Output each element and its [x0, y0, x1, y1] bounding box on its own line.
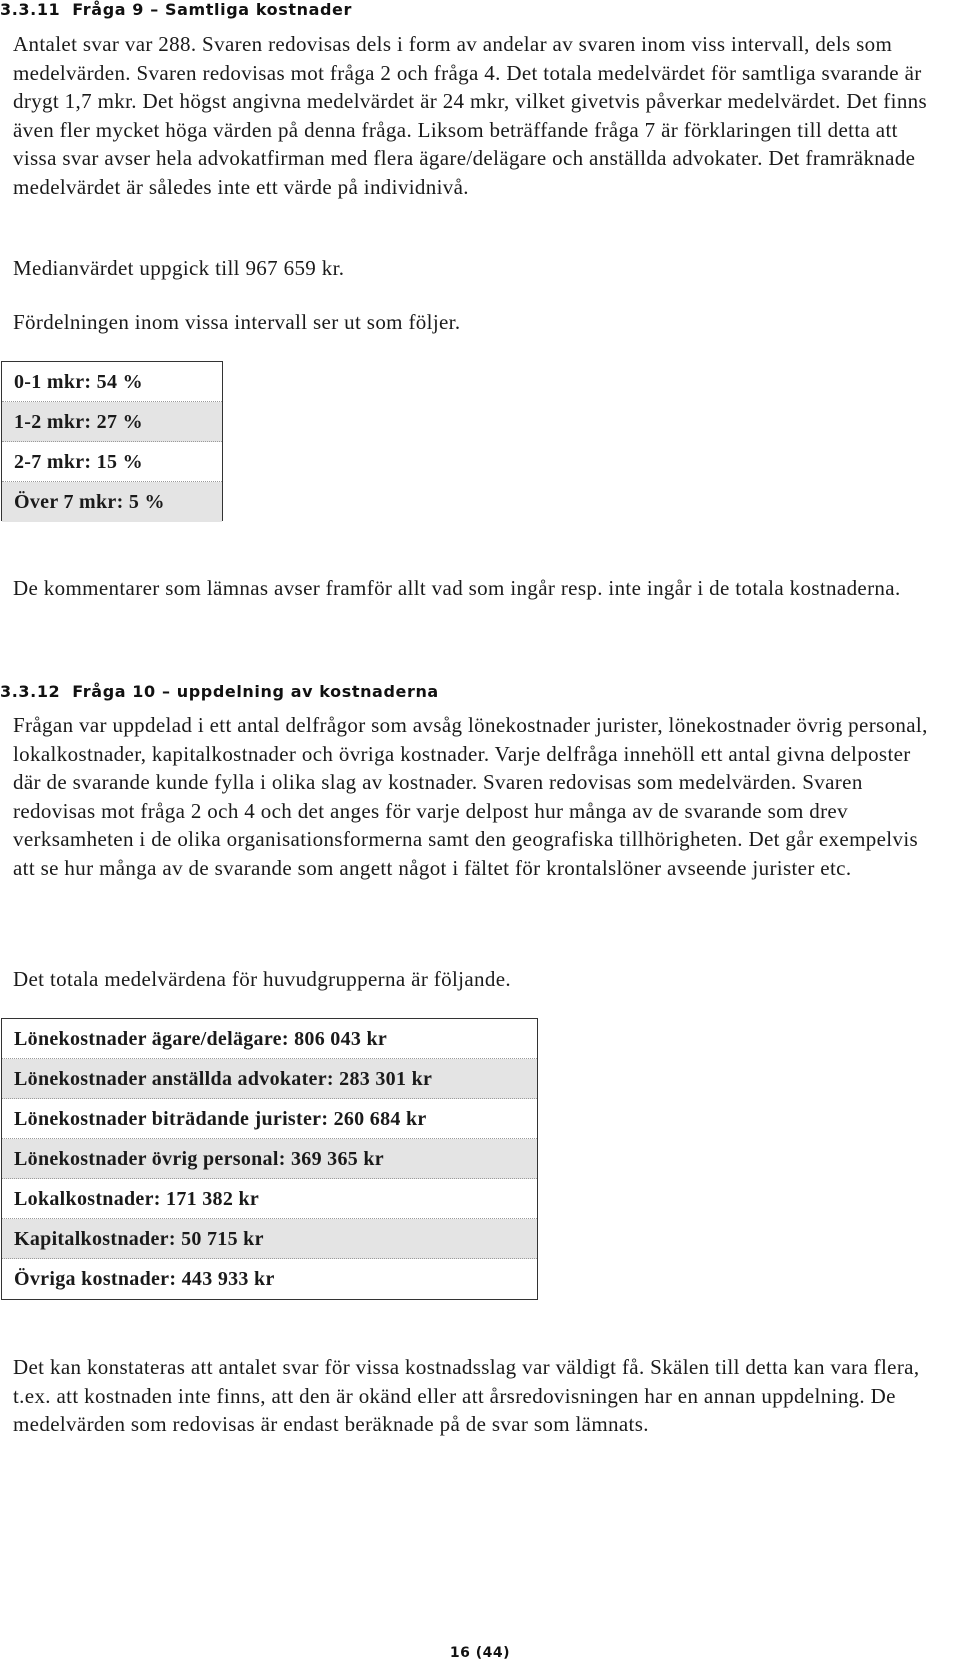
distribution-row: 2-7 mkr: 15 %	[2, 442, 222, 482]
q9-median-text: Medianvärdet uppgick till 967 659 kr.	[13, 256, 345, 280]
distribution-row: Över 7 mkr: 5 %	[2, 482, 222, 522]
average-row: Lönekostnader anställda advokater: 283 301 kr	[2, 1059, 537, 1099]
q9-comment-text: De kommentarer som lämnas avser framför allt vad som ingår resp. inte ingår i de totala kostnaderna.	[13, 576, 901, 600]
average-row: Lönekostnader ägare/delägare: 806 043 kr	[2, 1019, 537, 1059]
q10-paragraph: Frågan var uppdelad i ett antal delfrågor som avsåg lönekostnader jurister, lönekostnader övrig personal, lokalkostnader, kapitalkostnader och övriga kostnader. Varje delfråga innehöll ett antal givna delposter där de svarande kunde fylla i olika slag av kostnader. Svaren redovisas som medelvärden. Svaren redovisas mot fråga 2 och 4 och det anges för varje delpost hur många av de svarande som drev verksamheten i de olika organisationsformerna samt den geografiska tillhörigheten. Det går exempelvis att se hur många av de svarande som angett något i fältet för krontalslöner avseende jurister etc.	[13, 713, 928, 880]
average-row: Lokalkostnader: 171 382 kr	[2, 1179, 537, 1219]
distribution-row: 0-1 mkr: 54 %	[2, 362, 222, 402]
section-heading-q9	[0, 0, 352, 19]
average-row: Lönekostnader övrig personal: 369 365 kr	[2, 1139, 537, 1179]
q9-paragraph: Antalet svar var 288. Svaren redovisas dels i form av andelar av svaren inom viss intervall, dels som medelvärden. Svaren redovisas mot fråga 2 och fråga 4. Det totala medelvärdet för samtliga svarande är drygt 1,7 mkr. Det högst angivna medelvärdet är 24 mkr, vilket givetvis påverkar medelvärdet. Det finns även fler mycket höga värden på denna fråga. Liksom beträffande fråga 7 är förklaringen till detta att vissa svar avser hela advokatfirman med flera ägare/delägare och anställda advokater. Det framräknade medelvärdet är således inte ett värde på individnivå.	[13, 32, 928, 199]
section-title: Fråga 10 – uppdelning av kostnaderna	[72, 682, 439, 701]
average-row: Kapitalkostnader: 50 715 kr	[2, 1219, 537, 1259]
q10-averages-intro: Det totala medelvärdena för huvudgrupperna är följande.	[13, 967, 511, 991]
averages-box	[1, 1018, 538, 1300]
distribution-box	[1, 361, 223, 521]
section-title: Fråga 9 – Samtliga kostnader	[72, 0, 352, 19]
section-number: 3.3.11	[0, 0, 61, 19]
section-heading-q10	[0, 682, 439, 701]
q9-distribution-intro: Fördelningen inom vissa intervall ser ut som följer.	[13, 310, 461, 334]
distribution-row: 1-2 mkr: 27 %	[2, 402, 222, 442]
q10-closing-text: Det kan konstateras att antalet svar för vissa kostnadsslag var väldigt få. Skälen till detta kan vara flera, t.ex. att kostnaden inte finns, att den är okänd eller att årsredovisningen har en annan uppdelning. De medelvärden som redovisas är endast beräknade på de svar som lämnats.	[13, 1355, 920, 1436]
average-row: Övriga kostnader: 443 933 kr	[14, 1268, 275, 1290]
section-number: 3.3.12	[0, 682, 61, 701]
average-row: Lönekostnader biträdande jurister: 260 684 kr	[2, 1099, 537, 1139]
page-number: 16 (44)	[449, 1645, 511, 1661]
